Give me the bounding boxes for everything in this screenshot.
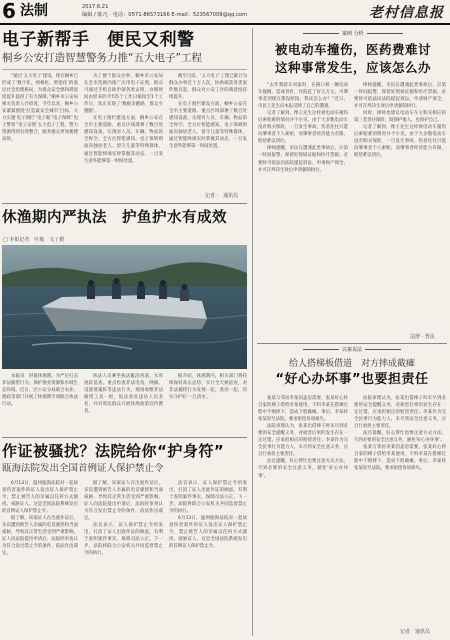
story1-paragraph: 为了便于群众办事，桐乡市公安局在全市范围内推广应用电子证照，群众可通过手机自助申领各类证照，办理时间由原来的平均5个工作日缩短至1个工作日，真正实现了‘数据多跑路，群众少跑腿’。 — [84, 74, 163, 115]
story5-headline-box — [258, 372, 446, 390]
story5-byline: 记者 通讯员 — [400, 629, 431, 635]
story4-headline-line2: 这种事常发生，应该怎么办 — [274, 60, 431, 75]
story1-subheadline-box — [2, 52, 247, 66]
story1-paragraph: “通过‘五大电子’建设，现在桐乡已形成了‘数字化、网格化、智能化’的基层社会治理格局，为群众安全感和满意度提升提供了有力保障。”桐乡市公安局相关负责人介绍说，今年以来，桐乡公安紧紧围绕‘打造最安全城市’目标，大力实施‘电子围栏’‘电子眼’‘电子保姆’‘电子警察’‘电子证照’五大电子工程，警力资源得到有效整合，服务群众更加便捷高效。 — [2, 74, 78, 143]
story3-column-1 — [2, 480, 78, 636]
section-name: 法制 — [20, 3, 48, 19]
story2-paragraph: 本报讯 时值休渔期，为严厉打击非法捕捞行为，保护渔业资源和水域生态环境，近日，区公安分局联合农业、渔政等部门开展了休渔期专项联合执法行动。 — [2, 374, 78, 408]
story4-headline-box-2 — [260, 60, 446, 78]
editor-contacts: 编辑 / 陈凡 · 电话：0571-86573166 E-mail：523567009@qq.com — [82, 12, 248, 18]
page-number: 6 — [2, 0, 16, 23]
story2-bottom-rule — [2, 437, 247, 438]
story5-paragraph: 法院审理认为，张某出借梯子时未尽到必要的安全提醒义务，对损害后果的发生存在一定过错，应承担相应的赔偿责任；李某作为完全民事行为能力人，未尽到安全注意义务，应自行承担主要责任。 — [354, 396, 446, 430]
story4-tag — [300, 30, 406, 37]
story5-lead: 给人搭梯板借道 对方摔成截瘫 — [288, 359, 415, 369]
story4-paragraph: 律师提醒，市民在遭遇此类事故后，应第一时间报警，保留好现场证据和医疗票据；必要时可依法向法院提起诉讼，申请财产保全，并可在判决生效后申请强制执行。 — [354, 83, 446, 110]
story5-paragraph: 法院审理认为，张某出借梯子时未尽到必要的安全提醒义务，对损害后果的发生存在一定过错，应承担相应的赔偿责任；李某作为完全民事行为能力人，未尽到安全注意义务，应自行承担主要责任。 — [258, 424, 348, 458]
masthead-rule — [0, 23, 450, 25]
story1-column-2 — [84, 73, 163, 199]
story1-byline: 记者 · 通讯员 — [205, 193, 239, 199]
story1-paragraph: 截至目前，‘五大电子’工程已累计为群众办事近十万人次，协助破获各类案件数百起，群众对公安工作的满意度持续提升。 — [169, 74, 247, 101]
story4-column-2 — [354, 82, 446, 340]
story3-paragraph: 6月13日，温州瓯海法院对一起故意伤害案件的证人发出证人保护禁止令，禁止被告人的亲属以任何方式骚扰、威胁证人。这是全国法院系统发出的首例证人保护禁止令。 — [169, 516, 247, 550]
story5-lead-box — [258, 358, 446, 372]
story5-tag — [300, 346, 404, 353]
story1-column-3 — [169, 73, 247, 199]
story2-paragraph: 据介绍，休渔期内，相关部门将持续保持高压态势，实行全天候巡查，对非法捕捞行为发现一起、查处一起，切实守护好‘一江清水’。 — [169, 374, 247, 401]
story3-paragraph: 6月13日，温州瓯海法院对一起故意伤害案件的证人发出证人保护禁止令，禁止被告人的亲属以任何方式骚扰、威胁证人。这是全国法院系统发出的首例证人保护禁止令。 — [2, 481, 78, 515]
story2-column-1 — [2, 373, 78, 431]
story4-paragraph: “去年我骑车回家时，在路口被一辆电动车撞倒，造成骨折，住院花了好几万元。可肇事者到现在都没赔钱，我该怎么办？”近日，市民王先生向本报反映了自己的遭遇。 — [258, 83, 348, 110]
story3-paragraph: 据了解，该案证人在出庭作证后，多次遭到被告人亲属的电话骚扰和当面威胁，导致其正常生活受到严重影响。证人向法院提出申请后，法院经审查认为符合发出禁止令的条件，依法作出裁定。 — [2, 516, 78, 557]
story3-headline-box — [2, 442, 247, 462]
story1-subheadline: 桐乡公安打造智慧警务力推“五大电子”工程 — [2, 52, 202, 64]
story3-column-3 — [169, 480, 247, 636]
story5-headline: “好心办坏事”也要担责任 — [275, 372, 429, 387]
story1-paragraph: 在电子围栏建设方面，桐乡公安在全市主要道路、重点区域部署了数百处感知设备，实现对人员、车辆、物品的全时空、全方位智能感知。电子保姆则面向独居老人、留守儿童等特殊群体，通过智能终端实时掌握其动态，一旦发生意外能够第一时间处置。 — [169, 102, 247, 150]
story4-paragraph: 同时，律师也建议电动车车主购买相应的第三者责任保险，既保护他人，也保护自己。 — [354, 111, 446, 124]
story3-headline: 作证被骚扰？法院给你“护身符” — [2, 442, 225, 460]
story5-paragraph: 张某与邻居李某因盖房需要，张某好心将自家的梯子借给李某使用，不料李某在搭梯过程中不慎摔下，造成下肢截瘫。事后，李某将张某诉至法院，要求赔偿各项损失。 — [354, 445, 446, 472]
enforcement-photo — [2, 245, 247, 369]
story1-headline-box — [2, 30, 247, 50]
story1-paragraph: 在电子围栏建设方面，桐乡公安在全市主要道路、重点区域部署了数百处感知设备，实现对人员、车辆、物品的全时空、全方位智能感知。电子保姆则面向独居老人、留守儿童等特殊群体，通过智能终端实时掌握其动态，一旦发生意外能够第一时间处置。 — [84, 116, 163, 164]
story3-subheadline-box — [2, 463, 247, 476]
story1-column-1 — [2, 73, 78, 199]
story4-headline-box-1 — [260, 42, 446, 60]
story3-paragraph: 法官表示，证人保护禁止令的发出，打消了证人出庭作证的顾虑，有利于查明案件事实，保障司法公正。下一步，法院将联合公安机关共同监督禁止令的执行。 — [84, 523, 163, 557]
story2-paragraph: 执法人员乘坐执法艇沿河道、水库逐段巡查，重点检查非法电鱼、网捕、设置迷魂阵等违法行为，现场收缴非法捕捞工具一批，依法查处违法人员多名，并对周边群众开展休渔政策宣传教育。 — [84, 374, 163, 415]
story5-paragraph: 法官提醒，好心帮忙也要注意方式方法，尽到必要的安全注意义务，避免‘好心办坏事’。 — [258, 459, 348, 479]
story5-column-2 — [354, 395, 446, 635]
story1-bottom-rule — [2, 203, 247, 204]
story2-headline-box — [2, 209, 247, 229]
story5-tag-label: 以案说法 — [342, 347, 363, 353]
story5-column-1 — [258, 395, 348, 635]
issue-date: 2017.6.21 — [82, 4, 109, 10]
newspaper-brand: 老村信息报 — [369, 5, 444, 21]
story3-column-2 — [84, 480, 163, 636]
enforcement-photo-image — [2, 245, 247, 369]
story1-rule — [2, 69, 247, 70]
story4-byline: 法律 · 普法 — [410, 334, 435, 340]
story2-byline: □ 本报记者 叶敏 文 / 摄 — [3, 237, 65, 243]
story4-tag-label: 案例 分析 — [342, 31, 364, 37]
masthead — [0, 0, 450, 24]
story3-paragraph: 法官表示，证人保护禁止令的发出，打消了证人出庭作证的顾虑，有利于查明案件事实，保障司法公正。下一步，法院将联合公安机关共同监督禁止令的执行。 — [169, 481, 247, 515]
story4-column-1 — [258, 82, 348, 340]
story2-headline: 休渔期内严执法 护鱼护水有成效 — [2, 210, 227, 226]
story4-paragraph: 记者了解到，像王先生这样被电动车撞伤后索赔难的情况并不少见。由于大多数电动车没有购买保险，一旦发生事故，伤者往往只能向肇事者个人索赔，而肇事者经济能力有限，赔偿难以到位。 — [354, 125, 446, 159]
story3-subheadline: 瓯海法院发出全国首例证人保护禁止令 — [2, 463, 164, 474]
story4-headline-line1: 被电动车撞伤，医药费难讨 — [274, 42, 431, 57]
story4-paragraph: 记者了解到，像王先生这样被电动车撞伤后索赔难的情况并不少见。由于大多数电动车没有购买保险，一旦发生事故，伤者往往只能向肇事者个人索赔，而肇事者经济能力有限，赔偿难以到位。 — [258, 111, 348, 145]
story3-paragraph: 据了解，该案证人在出庭作证后，多次遭到被告人亲属的电话骚扰和当面威胁，导致其正常生活受到严重影响。证人向法院提出申请后，法院经审查认为符合发出禁止令的条件，依法作出裁定。 — [84, 481, 163, 522]
story1-headline: 电子新帮手 便民又利警 — [2, 30, 195, 50]
story4-bottom-rule — [257, 343, 447, 344]
story5-paragraph: 张某与邻居李某因盖房需要，张某好心将自家的梯子借给李某使用，不料李某在搭梯过程中不慎摔下，造成下肢截瘫。事后，李某将张某诉至法院，要求赔偿各项损失。 — [258, 396, 348, 423]
story2-column-2 — [84, 373, 163, 431]
story2-column-3 — [169, 373, 247, 431]
page-divider — [252, 28, 253, 636]
story5-paragraph: 法官提醒，好心帮忙也要注意方式方法，尽到必要的安全注意义务，避免‘好心办坏事’。 — [354, 431, 446, 444]
story4-paragraph: 律师提醒，市民在遭遇此类事故后，应第一时间报警，保留好现场证据和医疗票据；必要时可依法向法院提起诉讼，申请财产保全，并可在判决生效后申请强制执行。 — [258, 146, 348, 173]
